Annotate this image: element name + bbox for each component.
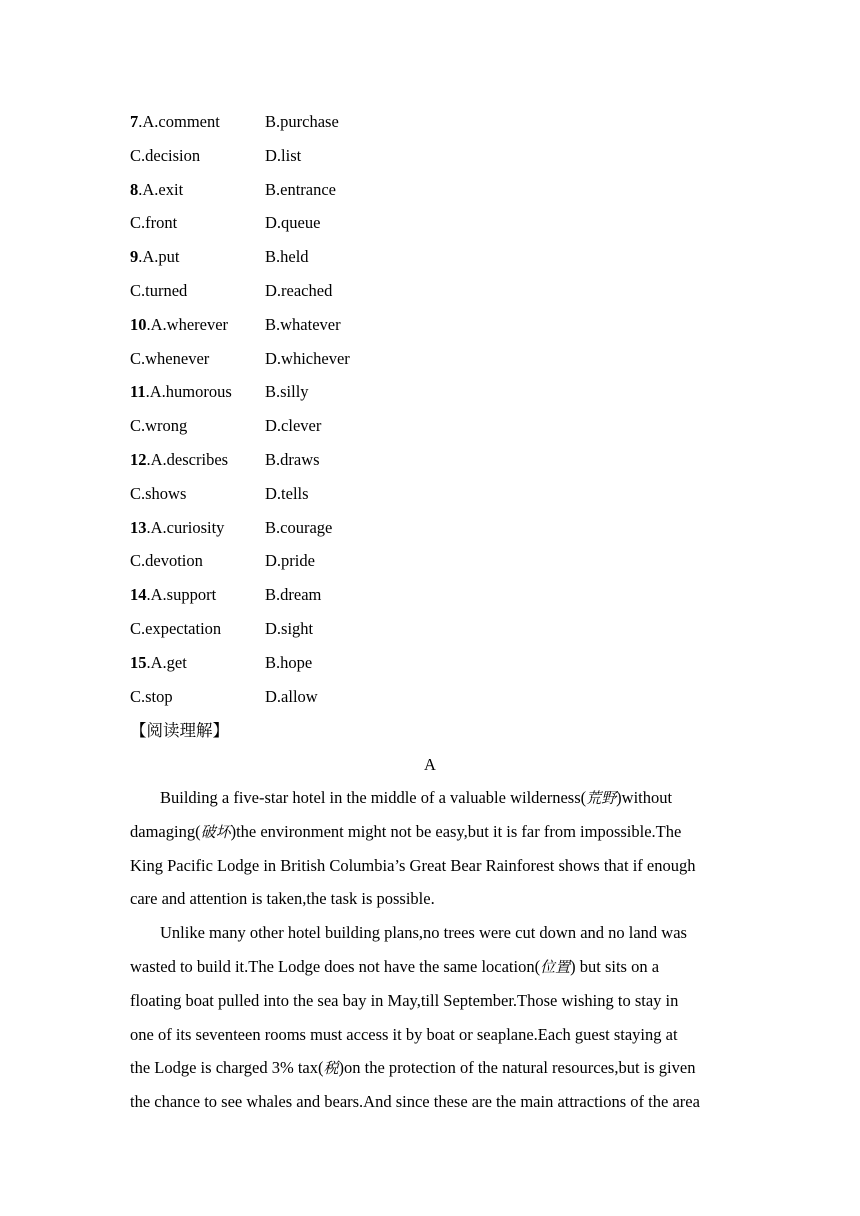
question-row (130, 447, 730, 481)
option-a-text: .A.humorous (145, 382, 232, 402)
question-number: 13 (130, 517, 147, 537)
question-number: 9 (130, 247, 139, 267)
option-a-text: .A.support (146, 585, 217, 605)
option-c: C.turned (130, 280, 188, 300)
question-number: 8 (130, 179, 139, 199)
option-a (130, 177, 183, 203)
question-number: 10 (130, 314, 147, 334)
question-number: 12 (130, 449, 147, 469)
passage-text: King Pacific Lodge in British Columbia’s Great Bear Rainforest shows that if enough (130, 855, 696, 875)
reading-passage (130, 785, 730, 1123)
question-row (130, 684, 730, 718)
option-a-text: .A.get (146, 652, 187, 672)
option-a-text: .A.describes (146, 449, 229, 469)
question-row (130, 177, 730, 211)
option-d: D.list (265, 145, 302, 165)
passage-text: one of its seventeen rooms must access it by boat or seaplane.Each guest staying at (130, 1024, 678, 1044)
option-d: D.pride (265, 551, 315, 571)
passage-line (130, 886, 730, 920)
question-row (130, 650, 730, 684)
passage-title: A (424, 755, 436, 774)
question-row (130, 312, 730, 346)
option-b: B.draws (265, 449, 320, 469)
option-d: D.clever (265, 416, 322, 436)
option-a (130, 582, 216, 608)
question-row (130, 210, 730, 244)
passage-text: damaging( (130, 821, 201, 841)
passage-text: )the environment might not be easy,but it is far from impossible.The (230, 821, 682, 841)
option-b: B.entrance (265, 179, 337, 199)
option-a (130, 379, 232, 405)
question-row (130, 582, 730, 616)
option-d: D.whichever (265, 348, 350, 368)
passage-text: floating boat pulled into the sea bay in May,till September.Those wishing to stay in (130, 990, 679, 1010)
gloss-text: 荒野 (586, 789, 617, 807)
option-d: D.allow (265, 686, 318, 706)
passage-line (130, 1055, 730, 1089)
passage-text: the chance to see whales and bears.And since these are the main attractions of the area (130, 1092, 700, 1112)
option-c: C.stop (130, 686, 173, 706)
option-c: C.shows (130, 483, 187, 503)
question-number: 11 (130, 382, 146, 402)
option-c: C.front (130, 213, 178, 233)
option-a (130, 447, 228, 473)
option-a (130, 312, 228, 338)
passage-text: )on the protection of the natural resources,but is given (338, 1058, 696, 1078)
passage-line (130, 853, 730, 887)
passage-line (130, 954, 730, 988)
passage-text: wasted to build it.The Lodge does not have the same location( (130, 956, 541, 976)
option-d: D.tells (265, 483, 309, 503)
option-a-text: .A.exit (138, 179, 184, 199)
option-a (130, 109, 220, 135)
question-row (130, 109, 730, 143)
passage-text: ) but sits on a (570, 956, 660, 976)
question-row (130, 278, 730, 312)
option-a-text: .A.put (138, 247, 180, 267)
question-number: 7 (130, 112, 139, 131)
option-d: D.queue (265, 213, 321, 233)
passage-text: care and attention is taken,the task is possible. (130, 889, 435, 909)
option-a-text: .A.comment (138, 112, 220, 131)
option-b: B.whatever (265, 314, 341, 334)
question-row (130, 413, 730, 447)
gloss-text: 破坏 (200, 822, 231, 841)
passage-text: the Lodge is charged 3% tax( (130, 1058, 324, 1078)
option-c: C.devotion (130, 551, 203, 571)
gloss-text: 位置 (540, 957, 571, 976)
option-c: C.whenever (130, 348, 210, 368)
option-d: D.reached (265, 280, 333, 300)
question-row (130, 616, 730, 650)
option-b: B.hope (265, 652, 313, 672)
option-b: B.dream (265, 585, 322, 605)
question-row (130, 379, 730, 413)
option-a (130, 650, 187, 676)
gloss-text: 税 (323, 1059, 339, 1078)
passage-text: )without (616, 788, 673, 807)
passage-text: Unlike many other hotel building plans,no trees were cut down and no land was (160, 923, 687, 943)
passage-line (130, 785, 730, 819)
passage-line (130, 1089, 730, 1123)
option-a (130, 244, 180, 270)
question-row (130, 244, 730, 278)
option-a (130, 515, 224, 541)
passage-line (130, 988, 730, 1022)
section-heading: 【阅读理解】 (130, 721, 229, 740)
option-b: B.held (265, 247, 309, 267)
option-b: B.silly (265, 382, 309, 402)
question-row (130, 346, 730, 380)
option-b: B.courage (265, 517, 333, 537)
question-number: 14 (130, 585, 147, 605)
question-row (130, 515, 730, 549)
option-a-text: .A.wherever (146, 314, 229, 334)
question-number: 15 (130, 652, 147, 672)
option-c: C.expectation (130, 618, 222, 638)
option-d: D.sight (265, 618, 314, 638)
question-row (130, 548, 730, 582)
option-b: B.purchase (265, 112, 339, 131)
passage-line (130, 920, 730, 954)
answer-options (130, 109, 730, 717)
passage-line (130, 1022, 730, 1056)
passage-line (130, 819, 730, 853)
option-c: C.decision (130, 145, 201, 165)
question-row (130, 143, 730, 177)
question-row (130, 481, 730, 515)
option-c: C.wrong (130, 416, 188, 436)
option-a-text: .A.curiosity (146, 517, 225, 537)
passage-text: Building a five-star hotel in the middle of a valuable wilderness( (160, 788, 587, 807)
